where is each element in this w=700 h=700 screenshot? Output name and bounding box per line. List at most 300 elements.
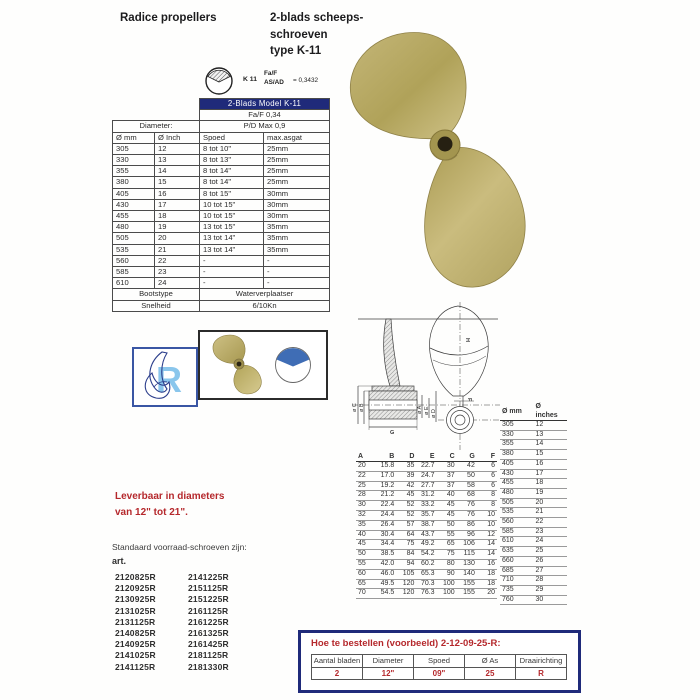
diam-row <box>500 479 567 489</box>
dims-cell: 37 <box>437 471 457 481</box>
blade-area-diagram-icon <box>274 346 314 386</box>
diam-row <box>500 421 567 431</box>
dims-row <box>356 550 497 560</box>
diam-cell: 535 <box>500 508 534 518</box>
ratio-numerator: Fa/F <box>264 70 278 77</box>
dims-cell: 38.5 <box>376 550 396 560</box>
spec-snelheid-row <box>113 300 330 311</box>
diam-cell: 760 <box>500 595 534 605</box>
dims-cell: 10 <box>477 520 497 530</box>
dims-cell: 54.5 <box>376 589 396 599</box>
dims-header-row <box>356 452 497 462</box>
dims-cell: 20 <box>477 589 497 599</box>
availability-note <box>115 489 225 521</box>
dims-cell: 6 <box>477 471 497 481</box>
dims-header-cell: F <box>477 452 497 462</box>
spec-cell: 505 <box>113 233 155 244</box>
spec-cell: 13 tot 14" <box>200 244 264 255</box>
dims-cell: 45 <box>396 491 416 501</box>
dims-cell: 52 <box>396 510 416 520</box>
diam-row <box>500 508 567 518</box>
dims-cell: 31.2 <box>416 491 436 501</box>
dims-header-cell: B <box>376 452 396 462</box>
dims-cell: 50 <box>356 550 376 560</box>
dims-cell: 15.8 <box>376 462 396 472</box>
dims-cell: 65 <box>356 579 376 589</box>
availability-line: Leverbaar in diameters <box>115 491 225 502</box>
dims-cell: 14 <box>477 540 497 550</box>
diam-cell: 18 <box>534 479 568 489</box>
dims-header-cell: C <box>437 452 457 462</box>
dims-row <box>356 559 497 569</box>
order-header-cell: Draairichting <box>516 655 567 668</box>
hub-dimensions-table <box>356 452 497 599</box>
dims-cell: 76 <box>457 501 477 511</box>
diam-cell: 735 <box>500 585 534 595</box>
dims-cell: 75 <box>437 550 457 560</box>
spec-cell: - <box>200 278 264 289</box>
order-value-row <box>312 667 567 680</box>
spec-table-body <box>113 143 330 289</box>
drawing-label-dia-e: ø E <box>424 406 430 415</box>
drawing-label-h: H <box>464 338 470 342</box>
spec-row <box>113 278 330 289</box>
article-number: 2161125R <box>188 605 229 616</box>
dims-header-cell: G <box>457 452 477 462</box>
dims-cell: 80 <box>437 559 457 569</box>
spec-row <box>113 177 330 188</box>
propeller-photo-frame <box>198 330 328 400</box>
dims-cell: 115 <box>457 550 477 560</box>
spec-cell: 10 tot 15" <box>200 211 264 222</box>
spec-model-header: 2-Blads Model K-11 <box>200 99 330 110</box>
spec-cell: 16 <box>155 188 200 199</box>
spec-cell: - <box>264 267 330 278</box>
spec-row <box>113 155 330 166</box>
availability-line: van 12" tot 21". <box>115 507 188 518</box>
article-number: 2161425R <box>188 639 229 650</box>
dims-cell: 120 <box>396 579 416 589</box>
dims-cell: 50 <box>437 520 457 530</box>
order-header-cell: Spoed <box>414 655 465 668</box>
diam-cell: 380 <box>500 450 534 460</box>
diameter-conversion-body <box>500 421 567 605</box>
diam-cell: 480 <box>500 488 534 498</box>
diam-row <box>500 556 567 566</box>
brand-title: Radice propellers <box>120 12 217 24</box>
spec-cell: 17 <box>155 199 200 210</box>
dims-cell: 140 <box>457 569 477 579</box>
spec-diameter-row <box>113 121 330 132</box>
order-value-cell: 09" <box>414 667 465 680</box>
dims-cell: 14 <box>477 550 497 560</box>
dims-cell: 120 <box>396 589 416 599</box>
diam-row <box>500 498 567 508</box>
spec-row <box>113 267 330 278</box>
dims-cell: 42.0 <box>376 559 396 569</box>
drawing-label-dia-d: ø D <box>431 409 437 418</box>
dims-cell: 19.2 <box>376 481 396 491</box>
dims-cell: 100 <box>437 579 457 589</box>
dims-cell: 22 <box>356 471 376 481</box>
dims-cell: 21.2 <box>376 491 396 501</box>
diam-row <box>500 469 567 479</box>
dims-cell: 105 <box>396 569 416 579</box>
dims-cell: 60.2 <box>416 559 436 569</box>
article-number: 2120825R <box>115 572 156 582</box>
technical-drawing <box>350 300 502 458</box>
dims-cell: 90 <box>437 569 457 579</box>
dims-row <box>356 491 497 501</box>
diam-cell: 610 <box>500 537 534 547</box>
diam-row <box>500 585 567 595</box>
dims-cell: 155 <box>457 589 477 599</box>
diam-cell: 13 <box>534 430 568 440</box>
hub-dimensions-body <box>356 462 497 599</box>
ratio-value: = 0,3432 <box>293 77 319 84</box>
dims-row <box>356 501 497 511</box>
dims-cell: 57 <box>396 520 416 530</box>
order-header-row <box>312 655 567 668</box>
snelheid-label: Snelheid <box>113 300 200 311</box>
spec-cell: 13 tot 14" <box>200 233 264 244</box>
dims-header-cell: D <box>396 452 416 462</box>
dims-cell: 100 <box>437 589 457 599</box>
diam-row <box>500 576 567 586</box>
dims-cell: 64 <box>396 530 416 540</box>
spec-column-headers <box>113 132 330 143</box>
article-number: 2140825R <box>115 628 156 639</box>
diam-cell: 25 <box>534 547 568 557</box>
spec-cell: 30mm <box>264 211 330 222</box>
spec-cell: 35mm <box>264 233 330 244</box>
spec-faf-row <box>113 110 330 121</box>
spec-cell: 8 tot 14" <box>200 177 264 188</box>
dims-cell: 68 <box>457 491 477 501</box>
diam-row <box>500 488 567 498</box>
spec-cell: 30mm <box>264 188 330 199</box>
spec-col-spoed: Spoed <box>200 132 264 143</box>
dims-cell: 17.0 <box>376 471 396 481</box>
spec-faf-value: Fa/F 0,34 <box>200 110 330 121</box>
dims-cell: 12 <box>477 530 497 540</box>
article-number: 2141225R <box>188 572 229 582</box>
diam-cell: 20 <box>534 498 568 508</box>
diam-row <box>500 518 567 528</box>
spec-cell: 13 tot 15" <box>200 222 264 233</box>
spec-cell: 380 <box>113 177 155 188</box>
mini-propeller-photo <box>208 333 270 395</box>
dims-cell: 32 <box>356 510 376 520</box>
dims-cell: 65.3 <box>416 569 436 579</box>
dims-cell: 52 <box>396 501 416 511</box>
dims-cell: 25 <box>356 481 376 491</box>
ratio-denominator: AS/AD <box>264 78 284 86</box>
dims-cell: 8 <box>477 501 497 511</box>
logo-letter: R <box>156 359 182 400</box>
dims-cell: 37 <box>437 481 457 491</box>
dims-cell: 24.7 <box>416 471 436 481</box>
dims-cell: 6 <box>477 462 497 472</box>
spec-cell: 585 <box>113 267 155 278</box>
spec-cell: 8 tot 14" <box>200 166 264 177</box>
dims-cell: 55 <box>437 530 457 540</box>
spec-cell: 405 <box>113 188 155 199</box>
product-title-line: type K-11 <box>270 45 322 57</box>
dims-cell: 33.2 <box>416 501 436 511</box>
dims-cell: 22.4 <box>376 501 396 511</box>
dims-row <box>356 520 497 530</box>
diam-cell: 560 <box>500 518 534 528</box>
spec-cell: 8 tot 13" <box>200 155 264 166</box>
dims-cell: 34.4 <box>376 540 396 550</box>
drawing-label-dia-a: ø A <box>417 405 423 414</box>
spec-cell: 35mm <box>264 244 330 255</box>
order-value-cell: 2 <box>312 667 363 680</box>
dims-cell: 54.2 <box>416 550 436 560</box>
blade-area-ratio-icon <box>204 66 234 96</box>
spec-cell: 430 <box>113 199 155 210</box>
diam-cell: 27 <box>534 566 568 576</box>
ratio-fraction <box>264 70 284 87</box>
dims-cell: 49.5 <box>376 579 396 589</box>
stock-article-column-1 <box>115 572 156 673</box>
dims-cell: 45 <box>356 540 376 550</box>
order-value-cell: 25 <box>465 667 516 680</box>
diam-cell: 710 <box>500 576 534 586</box>
dims-cell: 70.3 <box>416 579 436 589</box>
spec-cell: - <box>264 255 330 266</box>
radice-logo <box>132 347 198 407</box>
order-example-box <box>298 630 581 693</box>
drawing-label-dia-b: ø B <box>359 403 365 412</box>
spec-cell: 30mm <box>264 199 330 210</box>
spec-row <box>113 199 330 210</box>
dims-row <box>356 462 497 472</box>
dims-cell: 18 <box>477 579 497 589</box>
diam-cell: 17 <box>534 469 568 479</box>
dims-cell: 55 <box>356 559 376 569</box>
spec-col-asgat: max.asgat <box>264 132 330 143</box>
dims-cell: 49.2 <box>416 540 436 550</box>
dims-cell: 43.7 <box>416 530 436 540</box>
drawing-label-g: G <box>390 430 395 436</box>
dims-cell: 22.7 <box>416 462 436 472</box>
dims-cell: 70 <box>356 589 376 599</box>
spec-cell: 8 tot 10" <box>200 143 264 154</box>
dims-cell: 50 <box>457 471 477 481</box>
hub-dimensions-header <box>356 452 497 462</box>
spec-cell: 560 <box>113 255 155 266</box>
dims-row <box>356 569 497 579</box>
diam-cell: 455 <box>500 479 534 489</box>
spec-row <box>113 233 330 244</box>
dims-cell: 40 <box>437 491 457 501</box>
article-number: 2161325R <box>188 628 229 639</box>
dims-cell: 94 <box>396 559 416 569</box>
dims-cell: 6 <box>477 481 497 491</box>
dims-cell: 16 <box>477 559 497 569</box>
dims-row <box>356 481 497 491</box>
article-number: 2131025R <box>115 605 156 616</box>
spec-cell: 305 <box>113 143 155 154</box>
stock-intro: Standaard voorraad-schroeven zijn: <box>112 542 247 552</box>
diameter-conversion-table <box>500 402 567 605</box>
stock-art-label: art. <box>112 556 127 566</box>
spec-cell: - <box>200 267 264 278</box>
product-title-line: schroeven <box>270 28 328 41</box>
diam-cell: 355 <box>500 440 534 450</box>
diam-row <box>500 450 567 460</box>
spec-cell: 20 <box>155 233 200 244</box>
order-value-cell: R <box>516 667 567 680</box>
article-number: 2151125R <box>188 583 229 594</box>
spec-col-inch: Ø Inch <box>155 132 200 143</box>
spec-row <box>113 255 330 266</box>
dims-cell: 76.3 <box>416 589 436 599</box>
spec-cell: 24 <box>155 278 200 289</box>
spec-cell: - <box>200 255 264 266</box>
spec-cell: 35mm <box>264 222 330 233</box>
diam-row <box>500 527 567 537</box>
diam-cell: 305 <box>500 421 534 431</box>
dims-cell: 40 <box>356 530 376 540</box>
diam-cell: 19 <box>534 488 568 498</box>
diam-cell: 24 <box>534 537 568 547</box>
spec-cell: 25mm <box>264 143 330 154</box>
order-example-title: Hoe te bestellen (voorbeeld) 2-12-09-25-R: <box>311 638 501 649</box>
spec-col-mm: Ø mm <box>113 132 155 143</box>
dims-cell: 155 <box>457 579 477 589</box>
diam-cell: 12 <box>534 421 568 431</box>
dims-cell: 42 <box>396 481 416 491</box>
spec-row <box>113 188 330 199</box>
dims-header-cell: E <box>416 452 436 462</box>
diam-cell: 15 <box>534 450 568 460</box>
spec-cell: 25mm <box>264 177 330 188</box>
dims-cell: 84 <box>396 550 416 560</box>
article-number: 2181125R <box>188 650 229 661</box>
diam-cell: 30 <box>534 595 568 605</box>
dims-row <box>356 510 497 520</box>
spec-row <box>113 222 330 233</box>
product-title-line: 2-blads scheeps- <box>270 12 364 24</box>
snelheid-value: 6/10Kn <box>200 300 330 311</box>
article-number: 2151225R <box>188 594 229 605</box>
diam-cell: 21 <box>534 508 568 518</box>
spec-row <box>113 211 330 222</box>
diam-row <box>500 547 567 557</box>
dims-cell: 20 <box>356 462 376 472</box>
bootstype-label: Bootstype <box>113 289 200 300</box>
dims-cell: 106 <box>457 540 477 550</box>
spec-pdmax-value: P/D Max 0,9 <box>200 121 330 132</box>
spec-cell: 13 <box>155 155 200 166</box>
dims-row <box>356 589 497 599</box>
dims-cell: 8 <box>477 491 497 501</box>
diam-row <box>500 537 567 547</box>
spec-row <box>113 166 330 177</box>
dims-cell: 58 <box>457 481 477 491</box>
diam-cell: 405 <box>500 459 534 469</box>
spec-cell: 455 <box>113 211 155 222</box>
dims-cell: 30 <box>356 501 376 511</box>
article-number: 2161225R <box>188 616 229 627</box>
dims-cell: 18 <box>477 569 497 579</box>
diam-cell: 22 <box>534 518 568 528</box>
dims-row <box>356 471 497 481</box>
diam-cell: 14 <box>534 440 568 450</box>
bootstype-value: Waterverplaatser <box>200 289 330 300</box>
dims-row <box>356 530 497 540</box>
dims-cell: 27.7 <box>416 481 436 491</box>
diam-cell: 29 <box>534 585 568 595</box>
dims-cell: 60 <box>356 569 376 579</box>
spec-cell: 535 <box>113 244 155 255</box>
dims-cell: 26.4 <box>376 520 396 530</box>
dims-cell: 30.4 <box>376 530 396 540</box>
spec-cell: 330 <box>113 155 155 166</box>
dims-cell: 130 <box>457 559 477 569</box>
article-number: 2131125R <box>115 616 156 627</box>
diam-cell: 660 <box>500 556 534 566</box>
dims-cell: 38.7 <box>416 520 436 530</box>
spec-row <box>113 143 330 154</box>
spec-cell: 23 <box>155 267 200 278</box>
drawing-label-dia-c: ø C <box>352 403 358 412</box>
spec-cell: 25mm <box>264 155 330 166</box>
diam-cell: 26 <box>534 556 568 566</box>
spec-model-row <box>113 99 330 110</box>
article-number: 2140925R <box>115 639 156 650</box>
spec-cell: 610 <box>113 278 155 289</box>
dims-header-cell: A <box>356 452 376 462</box>
order-example-table <box>311 654 567 680</box>
dims-cell: 30 <box>437 462 457 472</box>
article-number: 2181330R <box>188 661 229 672</box>
dims-cell: 86 <box>457 520 477 530</box>
diam-cell: 505 <box>500 498 534 508</box>
spec-cell: 8 tot 15" <box>200 188 264 199</box>
spec-bootstype-row <box>113 289 330 300</box>
propeller-photo <box>345 18 570 288</box>
spec-diameter-label: Diameter: <box>113 121 200 132</box>
spec-cell: 22 <box>155 255 200 266</box>
diam-row <box>500 440 567 450</box>
dims-cell: 45 <box>437 501 457 511</box>
article-number: 2141025R <box>115 650 156 661</box>
dims-cell: 45 <box>437 510 457 520</box>
diam-row <box>500 430 567 440</box>
order-header-cell: Aantal bladen <box>312 655 363 668</box>
dims-cell: 10 <box>477 510 497 520</box>
order-header-cell: Diameter <box>363 655 414 668</box>
spec-cell: 14 <box>155 166 200 177</box>
dims-row <box>356 540 497 550</box>
order-value-cell: 12" <box>363 667 414 680</box>
diam-cell: 635 <box>500 547 534 557</box>
spec-row <box>113 244 330 255</box>
dims-cell: 35.7 <box>416 510 436 520</box>
spec-cell: 21 <box>155 244 200 255</box>
dims-cell: 35 <box>396 462 416 472</box>
diam-header-cell: Ø inches <box>534 402 568 421</box>
spec-cell: 15 <box>155 177 200 188</box>
dims-cell: 96 <box>457 530 477 540</box>
order-header-cell: Ø As <box>465 655 516 668</box>
model-code-label: K 11 <box>243 76 257 83</box>
dims-row <box>356 579 497 589</box>
